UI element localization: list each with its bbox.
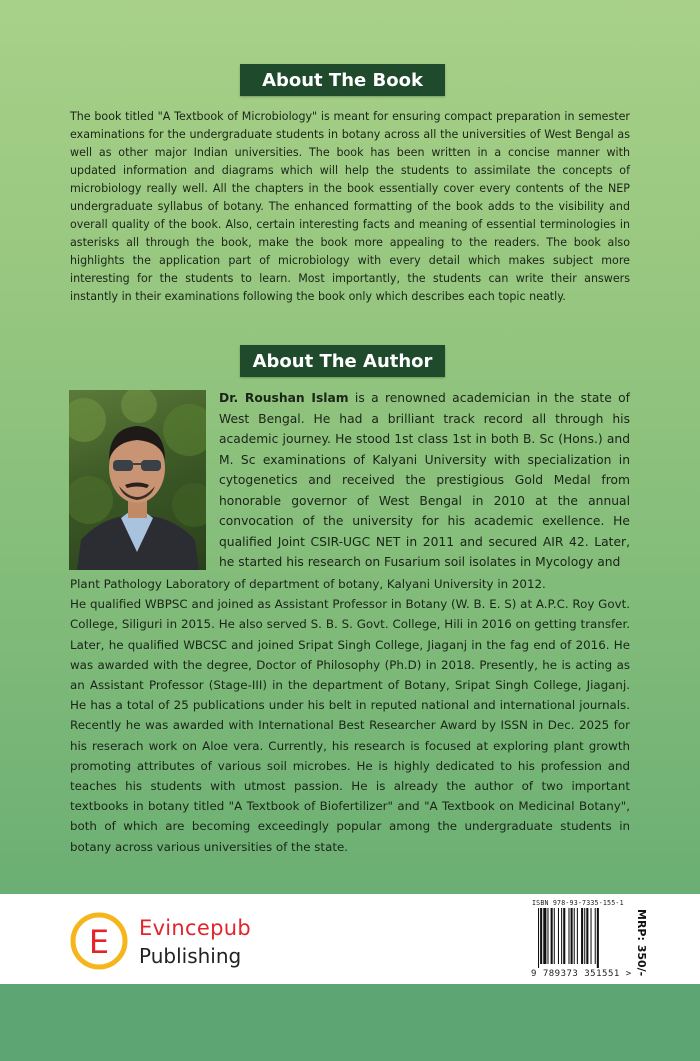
barcode-bar	[577, 908, 578, 964]
publisher-subtitle: Publishing	[139, 944, 242, 968]
barcode-icon	[538, 908, 620, 968]
barcode-bar	[538, 908, 539, 968]
about-book-heading	[240, 64, 445, 96]
barcode-bar	[597, 908, 599, 968]
barcode-bar	[563, 908, 565, 964]
about-author-heading	[240, 345, 445, 377]
about-book-heading-text: About The Book	[262, 69, 423, 91]
bottom-strip	[0, 984, 700, 1061]
barcode-bar	[591, 908, 592, 964]
author-photo	[69, 390, 206, 570]
barcode-bar	[586, 908, 588, 964]
price-label: MRP: 350/-	[635, 909, 648, 977]
author-bio-top-text: is a renowned academician in the state of West Bengal. He had a brilliant track record all through his academic journey. He stood 1st class 1st in both B. Sc (Hons.) and M. Sc examinations of Kalyani University with specialization in cytogenetics and received the prestigious Gold Medal from honorable governor of West Bengal in 2010 at the annual convocation of the university for his academic exellence. He qualified Joint CSIR-UGC NET in 2011 and secured AIR 42. Later, he started his research on Fusarium soil isolates in Mycology and	[219, 391, 630, 569]
barcode-bar	[561, 908, 562, 964]
barcode-bar	[540, 908, 542, 964]
isbn-label: ISBN 978-93-7335-155-1	[532, 899, 624, 907]
barcode-bar	[574, 908, 575, 964]
author-bio-bottom-first-line: Plant Pathology Laboratory of department of botany, Kalyani University in 2012.	[70, 577, 546, 591]
barcode-bar	[571, 908, 573, 964]
publisher-logo-icon	[70, 912, 128, 970]
barcode-bar	[568, 908, 569, 964]
publisher-logo-letter: E	[88, 923, 110, 961]
barcode-bar	[558, 908, 559, 964]
author-bio-bottom	[70, 574, 630, 857]
author-portrait-icon	[69, 390, 206, 570]
author-name: Dr. Roushan Islam	[219, 391, 349, 405]
barcode-bar	[554, 908, 555, 964]
barcode-bar	[584, 908, 585, 964]
barcode-bar	[551, 908, 553, 964]
author-bio-top	[219, 388, 630, 573]
about-author-heading-text: About The Author	[252, 350, 433, 372]
publisher-name: Evincepub	[139, 916, 251, 940]
barcode-digits: 9 789373 351551 >	[531, 969, 632, 979]
barcode-bar	[547, 908, 548, 964]
barcode-bar	[543, 908, 546, 964]
barcode-bar	[595, 908, 596, 964]
author-bio-bottom-text: He qualified WBPSC and joined as Assistant Professor in Botany (W. B. E. S) at A.P.C. Roy Govt. College, Siliguri in 2015. He also served S. B. S. Govt. College, Hili in 2016 on getting transfer. Later, he qualified WBCSC and joined Sripat Singh College, Jiaganj in the fag end of 2016. He was awarded with the degree, Doctor of Philosophy (Ph.D) in 2018. Presently, he is acting as an Assistant Professor (Stage-III) in the department of Botany, Sripat Singh College, Jiaganj. He has a total of 25 publications under his belt in reputed national and international journals. Recently he was awarded with International Best Researcher Award by ISSN in Dec. 2025 for his reserach work on Aloe vera. Currently, his research is focused at exploring plant growth promoting attributes of various soil microbes. He is highly dedicated to his profession and teaches his students with utmost passion. He is already the author of two important textbooks in botany titled "A Textbook of Biofertilizer" and "A Textbook on Medicinal Botany", both of which are becoming exceedingly popular among the undergraduate students in botany across various universities of the state.	[70, 597, 630, 854]
barcode-bar	[581, 908, 583, 964]
about-book-text: The book titled "A Textbook of Microbiology" is meant for ensuring compact preparation in semester examinations for the undergraduate students in botany across all the universities of West Bengal as well as other major Indian universities. The book has been written in a concise manner with updated information and diagrams which will help the students to assimilate the concepts of microbiology really well. All the chapters in the book essentially cover every contents of the NEP undergraduate syllabus of botany. The enhanced formatting of the book adds to the visibility and overall quality of the book. Also, certain interesting facts and meaning of essential terminologies in asterisks all through the book, make the book more appealing to the readers. The book also highlights the application part of microbiology with every detail which makes subject more interesting for the students to learn. Most importantly, the students can write their answers instantly in their examinations following the book only which describes each topic neatly.	[70, 110, 630, 303]
